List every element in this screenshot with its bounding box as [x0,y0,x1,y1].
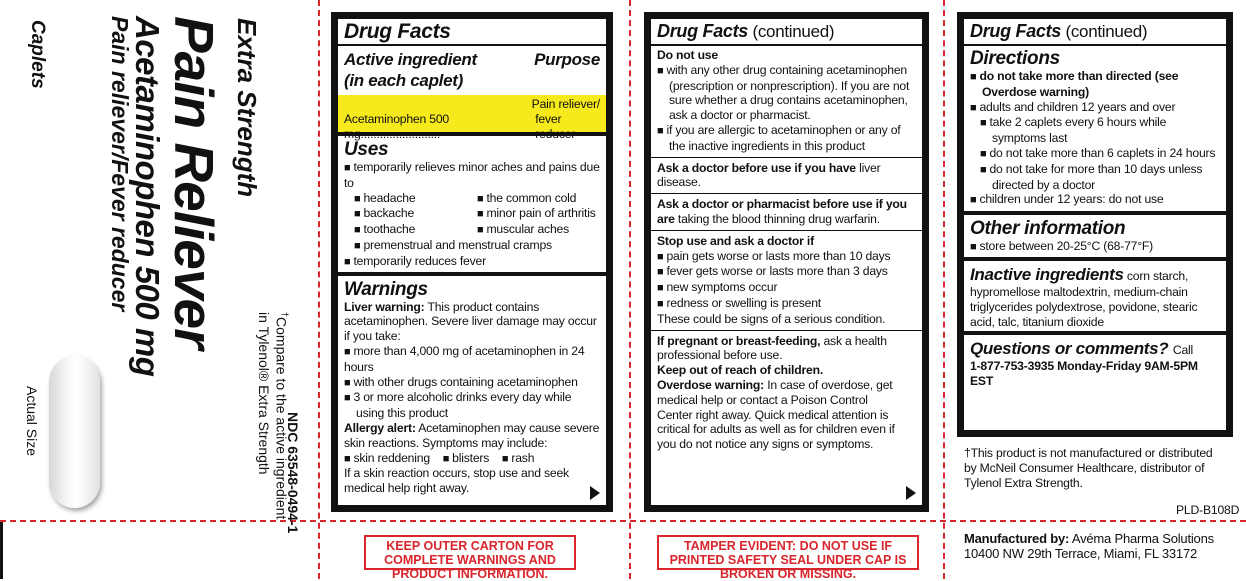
caplets-label: Caplets [27,20,48,89]
allergy-list: ■ skin reddening ■ blisters ■ rash [344,451,600,467]
uses-intro: ■ temporarily relieves minor aches and pains due to [344,160,600,191]
uses-fever: ■ temporarily reduces fever [344,254,600,270]
uses-item-cramps: ■ premenstrual and menstrual cramps [344,238,600,254]
caplet-image [49,356,100,508]
extra-strength-label: Extra Strength [232,18,262,198]
active-ingredient-sub: (in each caplet) [344,71,463,90]
active-ingredient-heading: Active ingredient [344,50,477,69]
cut-line-horizontal [0,520,1246,522]
purpose-line-1: Pain reliever/ [531,97,600,111]
inactive-ingredients: Inactive ingredients corn starch, hypromellose maltodextrin, medium-chain triglycerides polydextrose, povidone, stearic acid, talc, titanium dioxide [970,264,1198,329]
skin-reaction-text: If a skin reaction occurs, stop use and seek medical help right away. [344,466,569,496]
drug-facts-title-2: Drug Facts [657,21,749,41]
pregnant-warning: If pregnant or breast-feeding, ask a health professional before use. [657,333,887,363]
tamper-evident-notice: TAMPER EVIDENT: DO NOT USE IF PRINTED SAFETY SEAL UNDER CAP IS BROKEN OR MISSING. [657,535,919,570]
stop-use-heading: Stop use and ask a doctor if [657,233,814,248]
continue-arrow-icon-2 [906,486,916,500]
uses-heading: Uses [344,139,389,160]
warnings-heading: Warnings [344,278,428,300]
ask-doctor: Ask a doctor before use if you have liver disease. [657,160,881,190]
drug-facts-panel-2: Drug Facts (continued) Do not use ■ with any other drug containing acetaminophen (prescription or nonprescription). If you are not sure whether a drug contains acetaminophen, ask a doctor or pharmacist. ■ if you are allergic to acetaminophen or any of the inactive ingredients in this product Ask a doctor before use if you have liver disease. Ask a doctor or pharmacist before use if you are taking the blood thinning drug warfarin. Stop use and ask a doctor if ■ pain gets worse or lasts more than 10 days ■ fever gets worse or lasts more than 3 days ■ new symptoms occur ■ redness or swelling is present These could be signs of a serious condition. If pregnant or breast-feeding, ask a health professional before use. Keep out of reach of children. Overdose warning: In case of overdose, get medical help or contact a Poison Control Center right away. Quick medical attention is critical for adults as well as for children even if you do not notice any signs or symptoms. [644,12,929,512]
product-subtitle: Pain reliever/Fever reducer [107,16,133,312]
keep-carton-notice: KEEP OUTER CARTON FOR COMPLETE WARNINGS AND PRODUCT INFORMATION. [364,535,576,570]
product-name: Pain Reliever [163,16,225,349]
cut-line-2 [629,0,631,579]
ndc-number: NDC 63548-0494-1 [285,412,301,534]
liver-warning: Liver warning: This product contains acetaminophen. Severe liver damage may occur if you take: [344,299,597,344]
ask-pharmacist: Ask a doctor or pharmacist before use if you are taking the blood thinning drug warfarin. [657,197,907,226]
active-ingredient-row: Pain reliever/ Acetaminophen 500 mg......................... fever reducer [338,95,606,132]
tylenol-disclaimer: †This product is not manufactured or distributed by McNeil Consumer Healthcare, distributor of Tylenol Extra Strength. [964,446,1213,490]
continue-arrow-icon [590,486,600,500]
cut-line-1 [318,0,320,579]
manufacturer-info: Manufactured by: Avéma Pharma Solutions 10400 NW 29th Terrace, Miami, FL 33172 [964,531,1214,561]
actual-size-label: Actual Size [24,386,40,457]
compare-text: †Compare to the active ingredient in Tylenol® Extra Strength [256,312,290,520]
product-code: PLD-B108D [1176,503,1240,517]
drug-facts-panel-3: Drug Facts (continued) Directions ■ do not take more than directed (see Overdose warning) ■ adults and children 12 years and over ■ take 2 caplets every 6 hours while symptoms last ■ do not take more than 6 caplets in 24 hours ■ do not take for more than 10 days unless directed by a doctor ■ children under 12 years: do not use Other information ■ store between 20-25°C (68-77°F) Inactive ingredients corn starch, hypromellose maltodextrin, medium-chain triglycerides polydextrose, povidone, stearic acid, talc, titanium dioxide Questions or comments? Call 1-877-753-3935 Monday-Friday 9AM-5PM EST [957,12,1233,437]
overdose-warning: Overdose warning: In case of overdose, get medical help or contact a Poison Control Center right away. Quick medical attention is critical for adults as well as for children even if you do not notice any signs or symptoms. [657,377,895,452]
left-edge-bar [0,522,3,579]
drug-facts-title: Drug Facts [344,20,451,43]
uses-list: ■ headache ■ the common cold [344,191,600,207]
ingredient-name: Acetaminophen 500 mg [344,111,450,141]
do-not-use-heading: Do not use [657,48,718,62]
directions-heading: Directions [970,48,1060,69]
questions-line: Questions or comments? Call [970,339,1194,359]
cut-line-3 [943,0,945,579]
stop-note: These could be signs of a serious condition. [657,311,886,326]
drug-facts-title-3: Drug Facts [970,21,1062,41]
keep-out-of-reach: Keep out of reach of children. [657,363,823,378]
purpose-heading: Purpose [534,50,600,69]
purpose-line-2: fever reducer [535,111,576,141]
active-strength: Acetaminophen 500 mg [129,16,166,377]
drug-facts-panel-1: Drug Facts Active ingredient (in each caplet) Purpose Pain reliever/ Acetaminophen 500 mg......................... fever reducer Uses ■ temporarily relieves minor aches and pains due to ■ headache ■ the common cold ■ backache ■ minor pain of arthritis ■ toothache ■ muscular aches ■ premenstrual and menstrual cramps ■ temporarily reduces fever Warnings Liver warning: This product contains acetaminophen. Severe liver damage may occur if you take: ■ more than 4,000 mg of acetaminophen in 24 hours ■ with other drugs containing acetaminophen ■ 3 or more alcoholic drinks every day while using this product Allergy alert: Acetaminophen may cause severe skin reactions. Symptoms may include: ■ skin reddening ■ blisters ■ rash If a skin reaction occurs, stop use and seek medical help right away. [331,12,613,512]
allergy-alert: Allergy alert: Acetaminophen may cause severe skin reactions. Symptoms may include: [344,420,600,450]
phone-number: 1-877-753-3935 Monday-Friday 9AM-5PM EST [970,359,1198,389]
other-info-heading: Other information [970,218,1126,240]
